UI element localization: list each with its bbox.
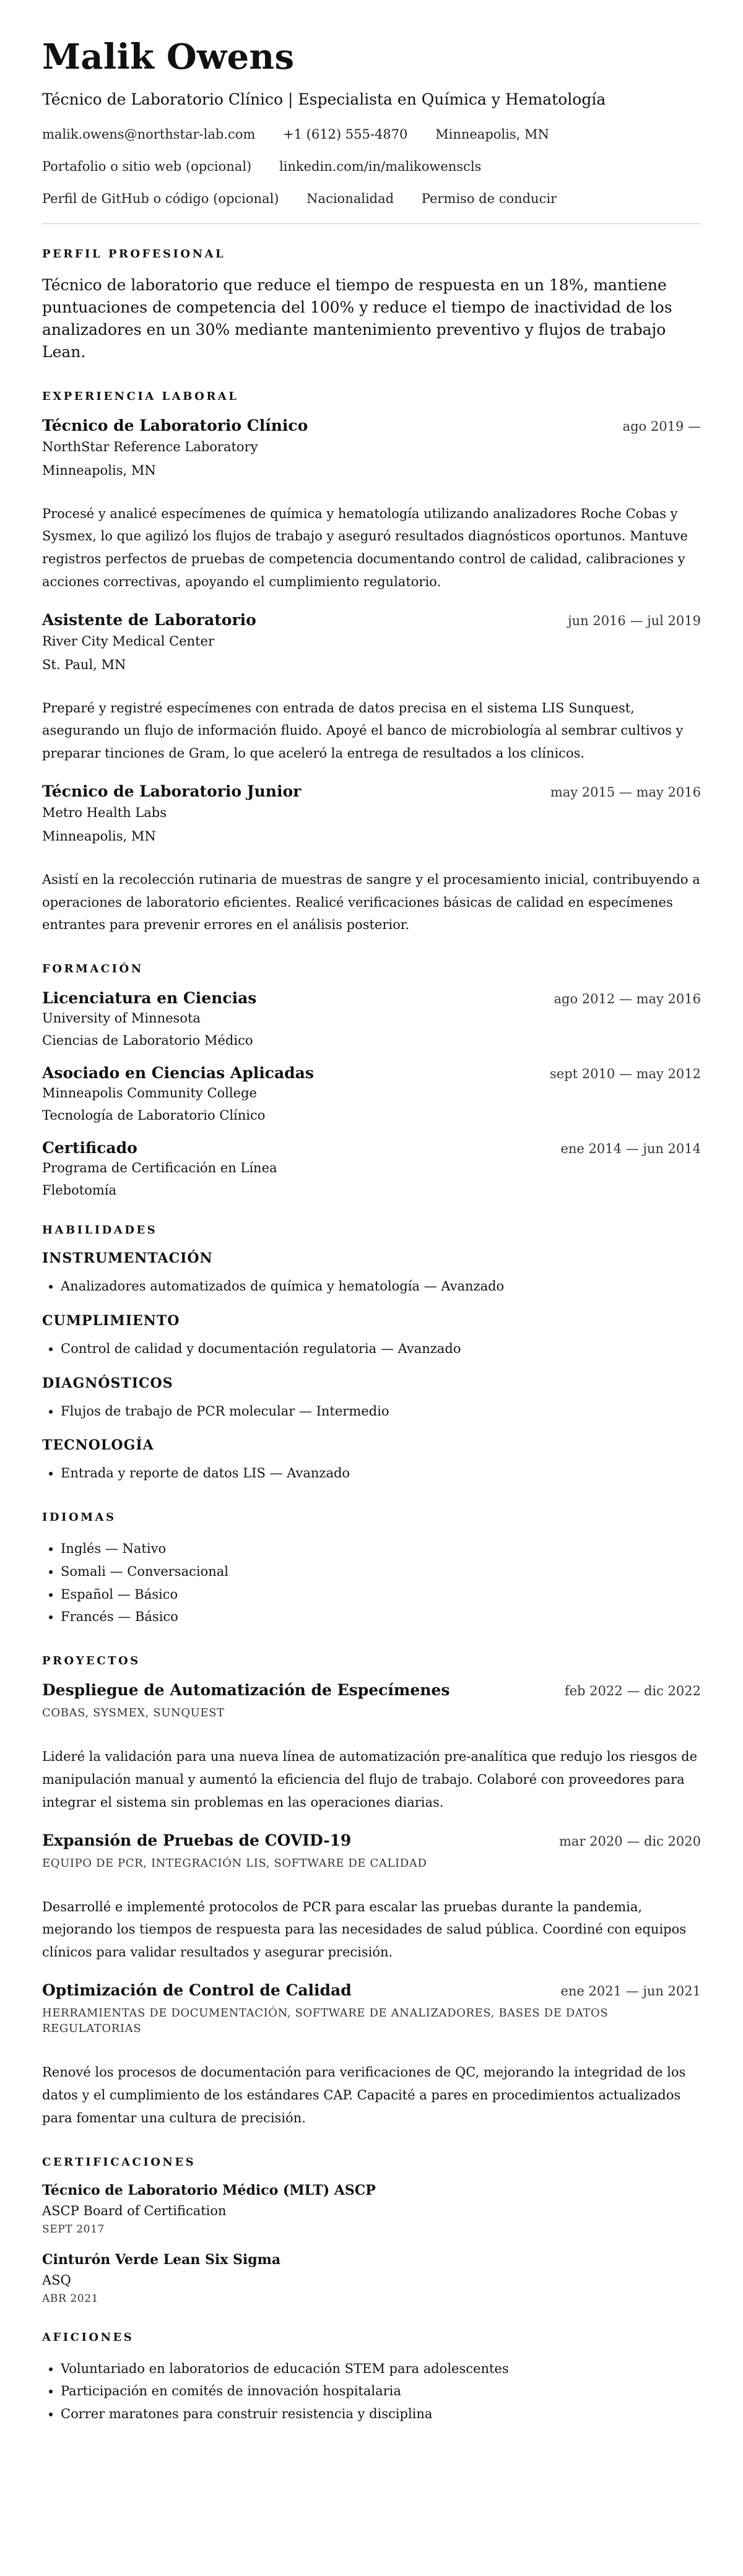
education-entry bbox=[42, 989, 701, 1048]
job-title: Técnico de Laboratorio Clínico bbox=[42, 416, 308, 434]
project-name: Optimización de Control de Calidad bbox=[42, 1981, 352, 1999]
projects-section-title: PROYECTOS bbox=[42, 1654, 141, 1668]
contact-row-1 bbox=[42, 127, 701, 142]
job-dates: jun 2016 — jul 2019 bbox=[568, 613, 701, 628]
nationality-text: Nacionalidad bbox=[306, 191, 394, 206]
hobbies-section-title: AFICIONES bbox=[42, 2330, 134, 2344]
job-title: Asistente de Laboratorio bbox=[42, 610, 256, 629]
skill-item: • Flujos de trabajo de PCR molecular — Intermedio bbox=[61, 1400, 701, 1423]
certification-name: Cinturón Verde Lean Six Sigma bbox=[42, 2251, 281, 2268]
skill-group-title: INSTRUMENTACIÓN bbox=[42, 1250, 213, 1267]
project-name: Expansión de Pruebas de COVID-19 bbox=[42, 1831, 352, 1849]
degree-title: Asociado en Ciencias Aplicadas bbox=[42, 1064, 314, 1083]
degree-dates: ago 2012 — may 2016 bbox=[554, 992, 701, 1007]
job-location: Minneapolis, MN bbox=[42, 462, 156, 478]
experience-section-title: EXPERIENCIA LABORAL bbox=[42, 389, 239, 403]
certification-date: ABR 2021 bbox=[42, 2292, 99, 2305]
job-location: St. Paul, MN bbox=[42, 657, 126, 672]
school-name: Minneapolis Community College bbox=[42, 1086, 257, 1101]
language-item: • Español — Básico bbox=[61, 1583, 701, 1606]
hobby-item: • Correr maratones para construir resistencia y disciplina bbox=[61, 2403, 701, 2426]
language-item: • Inglés — Nativo bbox=[61, 1537, 701, 1560]
summary-text: Técnico de laboratorio que reduce el tiempo de respuesta en un 18%, mantiene puntuaciones de competencia del 100% y reduce el tiempo de inactividad de los analizadores en un 30% mediante mantenimiento preventivo y flujos de trabajo Lean. bbox=[42, 275, 672, 361]
skill-list bbox=[42, 1338, 701, 1360]
experience-entry bbox=[42, 417, 701, 594]
skill-item: • Entrada y reporte de datos LIS — Avanzado bbox=[61, 1462, 701, 1485]
header-divider bbox=[42, 223, 701, 224]
candidate-name: Malik Owens bbox=[42, 37, 295, 77]
skill-list bbox=[42, 1400, 701, 1423]
job-description: Procesé y analicé especímenes de química y hematología utilizando analizadores Roche Cobas y Sysmex, lo que agilizó los flujos de trabajo y aseguró resultados diagnósticos oportunos. Mantuve registros perfectos de pruebas de competencia documentando control de calidad, calibraciones y acciones correctivas, apoyando el cumplimiento regulatorio. bbox=[42, 506, 688, 589]
contact-row-3 bbox=[42, 191, 701, 206]
project-description: Desarrollé e implementé protocolos de PCR para escalar las pruebas durante la pandemia, mejorando los tiempos de respuesta para las necesidades de salud pública. Coordiné con equipos clínicos para validar resultados y asegurar precisión. bbox=[42, 1899, 687, 1960]
certification-name: Técnico de Laboratorio Médico (MLT) ASCP bbox=[42, 2182, 376, 2198]
degree-dates: ene 2014 — jun 2014 bbox=[560, 1141, 701, 1157]
skills-section-title: HABILIDADES bbox=[42, 1224, 158, 1237]
degree-title: Licenciatura en Ciencias bbox=[42, 989, 257, 1008]
project-dates: mar 2020 — dic 2020 bbox=[559, 1833, 701, 1849]
skill-item: • Analizadores automatizados de química y hematología — Avanzado bbox=[61, 1275, 701, 1298]
project-entry bbox=[42, 1831, 701, 1964]
project-tech: HERRAMIENTAS DE DOCUMENTACIÓN, SOFTWARE DE ANALIZADORES, BASES DE DATOS REGULATORIAS bbox=[42, 2006, 609, 2036]
github-link[interactable]: Perfil de GitHub o código (opcional) bbox=[42, 191, 279, 206]
job-dates: may 2015 — may 2016 bbox=[550, 784, 701, 800]
certification-date: SEPT 2017 bbox=[42, 2223, 105, 2236]
summary-section-title: PERFIL PROFESIONAL bbox=[42, 247, 226, 261]
job-company: NorthStar Reference Laboratory bbox=[42, 439, 258, 454]
skill-group-title: TECNOLOGÍA bbox=[42, 1437, 154, 1454]
school-name: Programa de Certificación en Línea bbox=[42, 1160, 277, 1176]
school-name: University of Minnesota bbox=[42, 1011, 201, 1026]
candidate-headline: Técnico de Laboratorio Clínico | Especialista en Química y Hematología bbox=[42, 90, 606, 108]
degree-field: Flebotomía bbox=[42, 1183, 117, 1198]
email-link[interactable]: malik.owens@northstar-lab.com bbox=[42, 126, 256, 142]
degree-dates: sept 2010 — may 2012 bbox=[550, 1066, 701, 1082]
job-dates: ago 2019 — bbox=[622, 418, 701, 434]
job-company: Metro Health Labs bbox=[42, 805, 167, 820]
skill-group-title: DIAGNÓSTICOS bbox=[42, 1375, 173, 1391]
job-title: Técnico de Laboratorio Junior bbox=[42, 782, 302, 800]
certification-entry bbox=[42, 2182, 701, 2236]
project-description: Lideré la validación para una nueva línea de automatización pre-analítica que redujo los riesgos de manipulación manual y aumentó la eficiencia del flujo de trabajo. Colaboré con proveedores para integrar el sistema sin problemas en las operaciones diarias. bbox=[42, 1749, 698, 1810]
skill-group-title: CUMPLIMIENTO bbox=[42, 1312, 180, 1329]
job-location: Minneapolis, MN bbox=[42, 828, 156, 844]
job-description: Asistí en la recolección rutinaria de muestras de sangre y el procesamiento inicial, contribuyendo a operaciones de laboratorio eficientes. Realicé verificaciones básicas de calidad en especímenes entrantes para prevenir errores en el análisis posterior. bbox=[42, 871, 700, 933]
project-entry bbox=[42, 1981, 701, 2130]
language-list bbox=[42, 1537, 701, 1628]
job-company: River City Medical Center bbox=[42, 633, 214, 649]
degree-field: Ciencias de Laboratorio Médico bbox=[42, 1033, 253, 1048]
project-dates: ene 2021 — jun 2021 bbox=[560, 1983, 701, 1999]
hobby-item: • Voluntariado en laboratorios de educación STEM para adolescentes bbox=[61, 2358, 701, 2380]
experience-entry bbox=[42, 782, 701, 936]
skill-list bbox=[42, 1462, 701, 1485]
location-text: Minneapolis, MN bbox=[435, 126, 549, 142]
certification-entry bbox=[42, 2252, 701, 2305]
education-entry bbox=[42, 1139, 701, 1198]
license-text: Permiso de conducir bbox=[421, 191, 557, 206]
language-item: • Somali — Conversacional bbox=[61, 1560, 701, 1583]
project-entry bbox=[42, 1681, 701, 1813]
portfolio-link[interactable]: Portafolio o sitio web (opcional) bbox=[42, 158, 252, 174]
certification-issuer: ASCP Board of Certification bbox=[42, 2203, 227, 2218]
skill-item: • Control de calidad y documentación regulatoria — Avanzado bbox=[61, 1338, 701, 1360]
languages-section-title: IDIOMAS bbox=[42, 1511, 116, 1524]
certification-issuer: ASQ bbox=[42, 2272, 71, 2288]
project-tech: EQUIPO DE PCR, INTEGRACIÓN LIS, SOFTWARE DE CALIDAD bbox=[42, 1856, 427, 1870]
linkedin-link[interactable]: linkedin.com/in/malikowenscls bbox=[279, 158, 482, 174]
job-description: Preparé y registré especímenes con entrada de datos precisa en el sistema LIS Sunquest, asegurando un flujo de información fluido. Apoyé el banco de microbiología al sembrar cultivos y preparar tinciones de Gram, lo que aceleró la entrega de resultados a los clínicos. bbox=[42, 700, 684, 761]
project-name: Despliegue de Automatización de Especímenes bbox=[42, 1681, 450, 1700]
education-section-title: FORMACIÓN bbox=[42, 962, 144, 976]
language-item: • Francés — Básico bbox=[61, 1606, 701, 1628]
certifications-section-title: CERTIFICACIONES bbox=[42, 2155, 196, 2169]
project-tech: COBAS, SYSMEX, SUNQUEST bbox=[42, 1706, 225, 1720]
project-dates: feb 2022 — dic 2022 bbox=[564, 1683, 701, 1699]
experience-entry bbox=[42, 611, 701, 765]
education-entry bbox=[42, 1064, 701, 1123]
phone-number: +1 (612) 555-4870 bbox=[283, 126, 408, 142]
project-description: Renové los procesos de documentación para verificaciones de QC, mejorando la integridad de los datos y el cumplimiento de los estándares CAP. Capacité a pares en procedimientos actualizados para fomentar una cultura de precisión. bbox=[42, 2065, 686, 2125]
hobby-list bbox=[42, 2358, 701, 2426]
hobby-item: • Participación en comités de innovación hospitalaria bbox=[61, 2380, 701, 2403]
contact-row-2 bbox=[42, 159, 701, 174]
degree-field: Tecnología de Laboratorio Clínico bbox=[42, 1108, 266, 1123]
degree-title: Certificado bbox=[42, 1139, 137, 1157]
skill-list bbox=[42, 1275, 701, 1298]
